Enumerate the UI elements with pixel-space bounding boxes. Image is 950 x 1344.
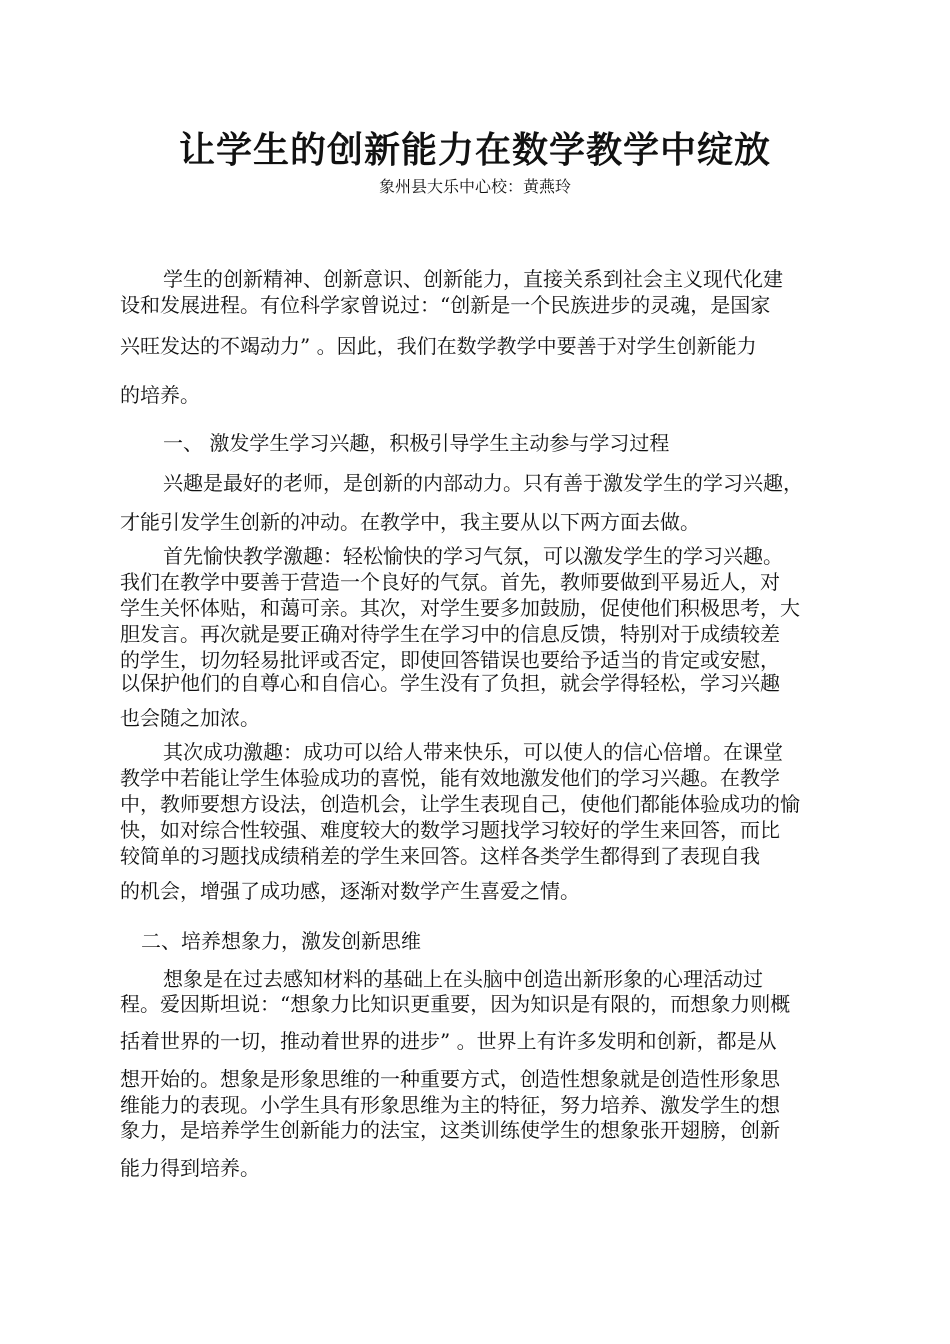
- body-line: 以保护他们的自尊心和自信心。学生没有了负担，就会学得轻松，学习兴趣: [120, 671, 780, 695]
- body-line: 也会随之加浓。: [120, 706, 260, 730]
- section-heading-1: 一、 激发学生学习兴趣，积极引导学生主动参与学习过程: [163, 431, 670, 455]
- body-line: 胆发言。再次就是要正确对待学生在学习中的信息反馈，特别对于成绩较差: [120, 622, 780, 646]
- body-line: 较简单的习题找成绩稍差的学生来回答。这样各类学生都得到了表现自我: [120, 844, 760, 868]
- document-title: 让学生的创新能力在数学教学中绽放: [178, 129, 771, 171]
- body-line: 的学生，切勿轻易批评或否定，即使回答错误也要给予适当的肯定或安慰，: [120, 648, 780, 672]
- body-line: 其次成功激趣：成功可以给人带来快乐，可以使人的信心倍增。在课堂: [163, 740, 783, 764]
- body-line: 中，教师要想方设法，创造机会，让学生表现自己，使他们都能体验成功的愉: [120, 792, 800, 816]
- body-line: 程。爱因斯坦说：“想象力比知识更重要，因为知识是有限的，而想象力则概: [120, 992, 791, 1016]
- body-line: 设和发展进程。有位科学家曾说过：“创新是一个民族进步的灵魂，是国家: [120, 293, 771, 317]
- body-line: 的机会，增强了成功感，逐渐对数学产生喜爱之情。: [120, 879, 580, 903]
- body-line: 教学中若能让学生体验成功的喜悦，能有效地激发他们的学习兴趣。在教学: [120, 766, 780, 790]
- body-line: 首先愉快教学激趣：轻松愉快的学习气氛，可以激发学生的学习兴趣。: [163, 544, 783, 568]
- body-line: 兴旺发达的不竭动力” 。因此，我们在数学教学中要善于对学生创新能力: [120, 334, 757, 358]
- body-line: 学生的创新精神、创新意识、创新能力，直接关系到社会主义现代化建: [163, 267, 783, 291]
- author-byline: 象州县大乐中心校：黄燕玲: [378, 177, 571, 196]
- body-line: 兴趣是最好的老师，是创新的内部动力。只有善于激发学生的学习兴趣，: [163, 471, 803, 495]
- body-line: 能力得到培养。: [120, 1156, 260, 1180]
- body-line: 快，如对综合性较强、难度较大的数学习题找学习较好的学生来回答，而比: [120, 818, 780, 842]
- body-line: 我们在教学中要善于营造一个良好的气氛。首先，教师要做到平易近人，对: [120, 570, 780, 594]
- body-line: 学生关怀体贴，和蔼可亲。其次，对学生要多加鼓励，促使他们积极思考，大: [120, 596, 800, 620]
- body-line: 的培养。: [120, 383, 200, 407]
- body-line: 维能力的表现。小学生具有形象思维为主的特征，努力培养、激发学生的想: [120, 1093, 780, 1117]
- section-heading-2: 二、培养想象力，激发创新思维: [141, 929, 421, 953]
- body-line: 想开始的。想象是形象思维的一种重要方式，创造性想象就是创造性形象思: [120, 1067, 780, 1091]
- body-line: 括着世界的一切，推动着世界的进步” 。世界上有许多发明和创新，都是从: [120, 1029, 777, 1053]
- body-line: 才能引发学生创新的冲动。在教学中，我主要从以下两方面去做。: [120, 510, 700, 534]
- body-line: 想象是在过去感知材料的基础上在头脑中创造出新形象的心理活动过: [163, 967, 763, 991]
- body-line: 象力，是培养学生创新能力的法宝，这类训练使学生的想象张开翅膀，创新: [120, 1118, 780, 1142]
